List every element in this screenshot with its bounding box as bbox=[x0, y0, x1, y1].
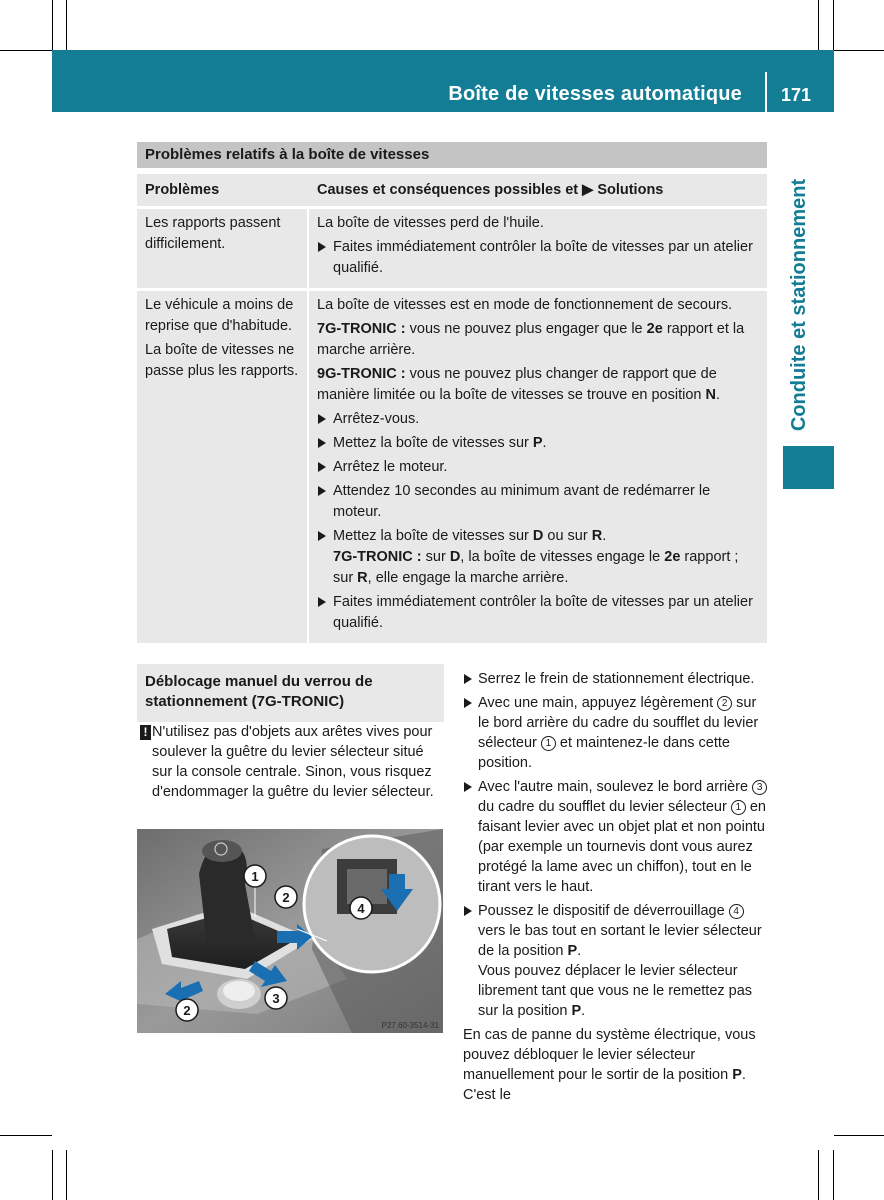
header-divider bbox=[765, 72, 767, 112]
problem-text: Les rapports passent difficilement. bbox=[145, 215, 281, 252]
cause-cell bbox=[309, 209, 767, 288]
page-number: 171 bbox=[781, 85, 812, 105]
page-header bbox=[52, 50, 834, 112]
problem-cell bbox=[137, 291, 309, 643]
crop-mark bbox=[0, 1135, 52, 1136]
figure-code: P27.60-3514-31 bbox=[381, 1021, 439, 1030]
callout-1: 1 bbox=[251, 869, 259, 884]
problems-table bbox=[137, 142, 767, 643]
crop-mark bbox=[834, 1135, 884, 1136]
cause-text: La boîte de vitesses perd de l'huile. bbox=[317, 215, 544, 231]
column-header-problems: Problèmes bbox=[145, 182, 220, 198]
crop-mark bbox=[833, 1150, 834, 1200]
callout-3: 3 bbox=[272, 991, 280, 1006]
warning-icon: ! bbox=[140, 725, 151, 740]
problem-text: Le véhicule a moins de reprise que d'habitude. bbox=[145, 297, 294, 334]
instruction-step: Serrez le frein de stationnement électrique. bbox=[463, 669, 768, 689]
callout-2a: 2 bbox=[282, 890, 290, 905]
chapter-title: Boîte de vitesses automatique bbox=[448, 83, 742, 105]
section-side-label-text: Conduite et stationnement bbox=[788, 178, 810, 432]
variant-9g-note: 9G-TRONIC : vous ne pouvez plus changer de rapport que de manière limitée ou la boîte de vitesses se trouve en position N. bbox=[317, 366, 721, 403]
crop-mark bbox=[818, 1150, 819, 1200]
crop-mark bbox=[818, 0, 819, 50]
section-tab-marker bbox=[783, 446, 834, 489]
table-header-row bbox=[137, 174, 767, 206]
solution-step: Faites immédiatement contrôler la boîte de vitesses par un atelier qualifié. bbox=[317, 592, 761, 634]
electrical-failure-paragraph: En cas de panne du système électrique, vous pouvez débloquer le levier sélecteur manuellement pour le sortir de la position P. C'est le bbox=[463, 1027, 756, 1103]
warning-note bbox=[137, 722, 444, 802]
solution-step: Arrêtez-vous. bbox=[317, 409, 761, 430]
column-header-causes: Causes et conséquences possibles et ▶ Solutions bbox=[317, 182, 664, 198]
instruction-step: Avec une main, appuyez légèrement 2 sur le bord arrière du cadre du soufflet du levier sélecteur 1 et maintenez-le dans cette position. bbox=[463, 693, 768, 773]
crop-mark bbox=[66, 0, 67, 50]
callout-2b: 2 bbox=[183, 1003, 191, 1018]
instruction-step: Avec l'autre main, soulevez le bord arrière 3 du cadre du soufflet du levier sélecteur 1 en faisant levier avec un objet plat et non pointu (par exemple un tournevis dont vous aurez protégé la lame avec un chiffon), tout en le tirant vers le haut. bbox=[463, 777, 768, 897]
crop-mark bbox=[833, 0, 834, 50]
crop-mark bbox=[52, 0, 53, 50]
crop-mark bbox=[834, 50, 884, 51]
callout-4: 4 bbox=[357, 901, 365, 916]
variant-7g-note: 7G-TRONIC : vous ne pouvez plus engager que le 2e rapport et la marche arrière. bbox=[317, 321, 745, 358]
crop-mark bbox=[66, 1150, 67, 1200]
table-title: Problèmes relatifs à la boîte de vitesses bbox=[137, 142, 767, 168]
section-heading: Déblocage manuel du verrou de stationnement (7G-TRONIC) bbox=[137, 664, 444, 722]
table-row bbox=[137, 288, 767, 643]
cause-cell bbox=[309, 291, 767, 643]
gear-lever-drawing bbox=[137, 829, 443, 1033]
problem-text: La boîte de vitesses ne passe plus les rapports. bbox=[145, 342, 299, 379]
solution-step: Arrêtez le moteur. bbox=[317, 457, 761, 478]
solution-step: Faites immédiatement contrôler la boîte de vitesses par un atelier qualifié. bbox=[317, 237, 761, 279]
solution-step: Mettez la boîte de vitesses sur P. bbox=[317, 433, 761, 454]
solution-step: Mettez la boîte de vitesses sur D ou sur R. 7G-TRONIC : sur D, la boîte de vitesses engage le 2e rapport ; sur R, elle engage la marche arrière. bbox=[317, 526, 761, 589]
cause-text: La boîte de vitesses est en mode de fonctionnement de secours. bbox=[317, 297, 733, 313]
warning-text: N'utilisez pas d'objets aux arêtes vives pour soulever la guêtre du levier sélecteur situé sur la console centrale. Sinon, vous risquez d'endommager la guêtre du levier sélecteur. bbox=[152, 724, 434, 800]
table-row bbox=[137, 206, 767, 288]
crop-mark bbox=[52, 1150, 53, 1200]
section-side-label bbox=[779, 170, 819, 440]
release-instructions bbox=[463, 669, 768, 1105]
solution-step: Attendez 10 secondes au minimum avant de redémarrer le moteur. bbox=[317, 481, 761, 523]
problem-cell bbox=[137, 209, 309, 288]
instruction-step: Poussez le dispositif de déverrouillage 4 vers le bas tout en sortant le levier sélecteur de la position P. Vous pouvez déplacer le levier sélecteur librement tant que vous ne le remettez pas sur la position P. bbox=[463, 901, 768, 1021]
crop-mark bbox=[0, 50, 52, 51]
gear-lever-illustration bbox=[137, 829, 443, 1033]
